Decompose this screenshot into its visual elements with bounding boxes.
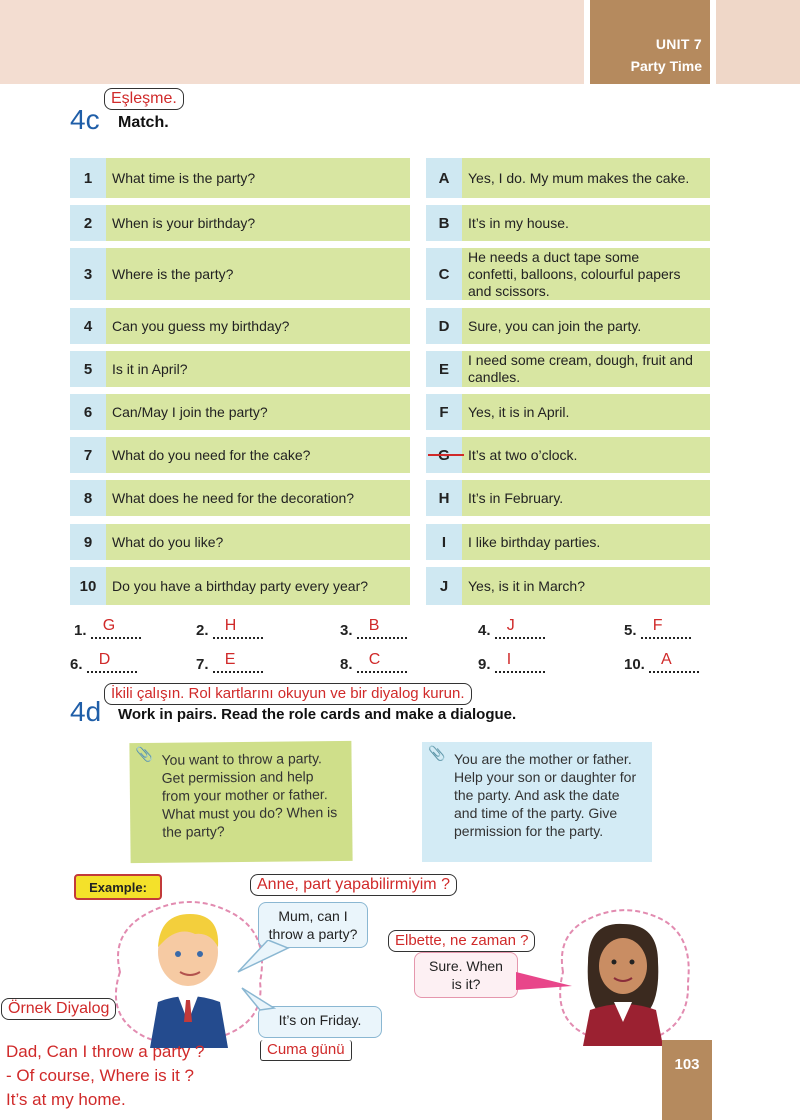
question-text: Can/May I join the party? [112, 403, 268, 420]
question-row [70, 205, 410, 241]
answer-row [426, 524, 710, 560]
speech-bubble-mother: Sure. When is it? [414, 952, 518, 998]
bubble-tail [516, 968, 576, 998]
bubble-tail [228, 940, 298, 980]
answer-blank[interactable]: 2. H [196, 622, 263, 639]
paperclip-icon: 📎 [135, 745, 154, 763]
question-number: 9 [70, 524, 106, 560]
answer-text: It’s at two o’clock. [468, 446, 578, 463]
answer-text: He needs a duct tape some confetti, balloons, colourful papers and scissors. [468, 248, 681, 299]
answer-blank[interactable]: 4. J [478, 622, 545, 639]
answer-value: E [224, 651, 236, 668]
answer-letter: A [426, 158, 462, 198]
question-text: What does he need for the decoration? [112, 489, 355, 506]
unit-subtitle: Party Time [630, 58, 702, 74]
bubble-tail [238, 984, 278, 1014]
question-text: Can you guess my birthday? [112, 317, 290, 334]
question-number: 5 [70, 351, 106, 387]
answer-blank[interactable]: 6. D [70, 656, 137, 673]
handwritten-dialogue-line: It’s at my home. [6, 1090, 126, 1109]
question-text: What do you need for the cake? [112, 446, 311, 463]
question-number: 4 [70, 308, 106, 344]
answer-letter: I [426, 524, 462, 560]
answer-row [426, 158, 710, 198]
answer-text: It’s in February. [468, 489, 564, 506]
question-row [70, 308, 410, 344]
answer-text: Yes, it is in April. [468, 403, 570, 420]
unit-number: UNIT 7 [655, 36, 702, 52]
handwritten-translation: Elbette, ne zaman ? [388, 930, 535, 952]
section-number-4c: 4c [70, 104, 100, 135]
question-text: Is it in April? [112, 360, 188, 377]
answer-text: Yes, I do. My mum makes the cake. [468, 169, 690, 186]
answer-row [426, 480, 710, 516]
answer-blank[interactable]: 5. F [624, 622, 691, 639]
answer-value: B [368, 617, 380, 634]
question-number: 3 [70, 248, 106, 300]
answer-value: I [506, 651, 512, 668]
handwritten-note-4c: Eşleşme. [104, 88, 184, 110]
answer-row [426, 567, 710, 605]
answer-text: I like birthday parties. [468, 533, 601, 550]
answer-text: Yes, is it in March? [468, 577, 585, 594]
question-row [70, 567, 410, 605]
question-number: 6 [70, 394, 106, 430]
question-row [70, 158, 410, 198]
answer-value: J [506, 617, 515, 634]
handwritten-dialogue-line: - Of course, Where is it ? [6, 1066, 194, 1085]
answer-text: Sure, you can join the party. [468, 317, 642, 334]
example-badge: Example: [74, 874, 162, 900]
role-card-child [129, 741, 352, 863]
answer-letter: D [426, 308, 462, 344]
question-row [70, 480, 410, 516]
question-row [70, 437, 410, 473]
question-number: 10 [70, 567, 106, 605]
page-number: 103 [662, 1040, 712, 1120]
answer-value: G [102, 617, 116, 634]
answer-letter: C [426, 248, 462, 300]
answer-value: C [368, 651, 381, 668]
unit-label-box [590, 0, 710, 84]
answer-value: H [224, 617, 237, 634]
answer-row [426, 248, 710, 300]
question-number: 2 [70, 205, 106, 241]
paperclip-icon: 📎 [428, 745, 446, 761]
speech-bubble-boy: Mum, can I throw a party? [258, 902, 368, 948]
question-row [70, 248, 410, 300]
handwritten-note-4d: İkili çalışın. Rol kartlarını okuyun ve bir diyalog kurun. [104, 683, 472, 705]
section-title-4c: Match. [118, 114, 169, 131]
handwritten-translation: Cuma günü [260, 1040, 352, 1061]
answer-letter: F [426, 394, 462, 430]
answer-value: F [652, 617, 663, 634]
answer-row [426, 437, 710, 473]
question-number: 1 [70, 158, 106, 198]
question-text: Where is the party? [112, 265, 234, 282]
answer-letter: J [426, 567, 462, 605]
answer-value: D [98, 651, 111, 668]
role-card-text: You are the mother or father. Help your son or daughter for the party. And ask the date and time of the party. Give permission for the party. [454, 751, 637, 839]
handwritten-translation: Anne, part yapabilirmiyim ? [250, 874, 457, 896]
header-corner [716, 0, 800, 84]
question-text: What time is the party? [112, 169, 256, 186]
section-number-4d: 4d [70, 696, 102, 727]
answer-text: I need some cream, dough, fruit and candles. [468, 352, 693, 385]
answer-text: It’s in my house. [468, 214, 569, 231]
answer-blank[interactable]: 8. C [340, 656, 407, 673]
answer-row [426, 351, 710, 387]
answer-row [426, 308, 710, 344]
role-card-parent [422, 742, 652, 862]
role-card-text: You want to throw a party. Get permission and help from your mother or father. What must you do? When is the party? [161, 750, 338, 840]
answer-letter: E [426, 351, 462, 387]
handwritten-dialogue-line: Dad, Can I throw a party ? [6, 1042, 205, 1061]
section-title-4d: Work in pairs. Read the role cards and make a dialogue. [118, 706, 517, 723]
answer-row [426, 394, 710, 430]
answer-blank[interactable]: 7. E [196, 656, 263, 673]
question-row [70, 524, 410, 560]
question-number: 7 [70, 437, 106, 473]
answer-blank[interactable]: 1. G [74, 622, 141, 639]
answer-blank[interactable]: 3. B [340, 622, 407, 639]
handwritten-label: Örnek Diyalog [1, 998, 116, 1020]
answer-letter: H [426, 480, 462, 516]
question-number: 8 [70, 480, 106, 516]
speech-bubble-boy: It’s on Friday. [258, 1006, 382, 1038]
answer-value: A [661, 651, 672, 668]
strikethrough-mark [428, 454, 464, 456]
question-row [70, 351, 410, 387]
answer-row [426, 205, 710, 241]
question-text: When is your birthday? [112, 214, 256, 231]
question-row [70, 394, 410, 430]
question-text: What do you like? [112, 533, 224, 550]
answer-letter: B [426, 205, 462, 241]
answer-blank[interactable]: 10. A [624, 656, 699, 673]
question-text: Do you have a birthday party every year? [112, 577, 369, 594]
answer-blank[interactable]: 9. I [478, 656, 545, 673]
